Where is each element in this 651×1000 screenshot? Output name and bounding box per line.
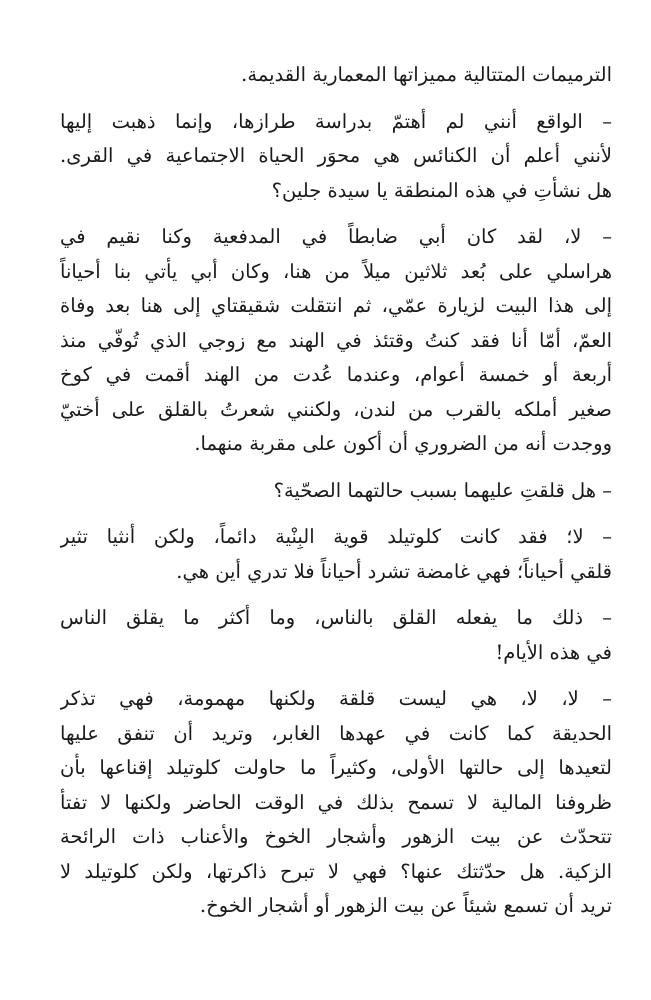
text-line: العمّ، أمّا أنا فقد كنتُ وقتئذ في الهند مع زوجي الذي تُوفّي منذ — [60, 328, 612, 352]
text-line: ظروفنا المالية لا تسمح بذلك في الوقت الحاضر ولكنها لا تفتأ — [60, 790, 612, 814]
text-line: – لا، لقد كان أبي ضابطاً في المدفعية وكنا نقيم في — [60, 225, 612, 248]
text-line: الحديقة كما كانت في عهدها الغابر، وتريد أن تنفق عليها — [60, 721, 612, 745]
text-line: أربعة أو خمسة أعوام، وعندما عُدت من الهند أقمت في كوخ — [60, 363, 612, 386]
text-line: هراسلي على بُعد ثلاثين ميلاً من هنا، وكان أبي يأتي بنا أحياناً — [60, 259, 612, 283]
paragraph — [60, 520, 612, 589]
paragraph — [60, 105, 612, 209]
paragraph — [60, 474, 612, 509]
paragraph — [60, 682, 612, 924]
text-line: تتحدّث عن بيت الزهور وأشجار الخوخ والأعناب ذات الرائحة — [60, 825, 612, 848]
text-line: ووجدت أنه من الضروري أن أكون على مقربة منهما. — [194, 432, 612, 455]
text-line: الترميمات المتتالية مميزاتها المعمارية القديمة. — [241, 63, 612, 86]
text-line: هل نشأتِ في هذه المنطقة يا سيدة جلين؟ — [271, 178, 612, 202]
text-line: – الواقع أنني لم أهتمّ بدراسة طرازها، وإنما ذهبت إليها — [60, 109, 612, 133]
text-line: لتعيدها إلى حالتها الأولى، وكثيراً ما حاولت كلوتيلد إقناعها بأن — [60, 756, 612, 779]
document-page — [60, 58, 612, 936]
text-line: في هذه الأيام! — [495, 640, 612, 664]
text-line: تريد أن تسمع شيئاً عن بيت الزهور أو أشجار الخوخ. — [199, 894, 612, 917]
text-line: – هل قلقتِ عليهما بسبب حالتهما الصحّية؟ — [273, 478, 612, 502]
text-line: لأنني أعلم أن الكنائس هي محوَر الحياة الاجتماعية في القرى. — [60, 144, 612, 167]
text-line: – ذلك ما يفعله القلق بالناس، وما أكثر ما يقلق الناس — [60, 606, 612, 629]
paragraph — [60, 220, 612, 462]
text-line: صغير أملكه بالقرب من لندن، ولكنني شعرتُ بالقلق على أختيّ — [60, 397, 612, 421]
text-line: قلقي أحياناً؛ فهي غامضة تشرد أحياناً فلا تدري أين هي. — [176, 559, 612, 583]
paragraph — [60, 601, 612, 670]
text-line: – لا؛ فقد كانت كلوتيلد قوية البِنْية دائماً، ولكن أنثيا تثير — [60, 525, 612, 548]
paragraph — [60, 58, 612, 93]
text-line: الزكية. هل حدّثتك عنها؟ فهي لا تبرح ذاكرتها، ولكن كلوتيلد لا — [60, 859, 612, 883]
text-line: إلى هذا البيت لزيارة عمّي، ثم انتقلت شقيقتاي إلى هنا بعد وفاة — [60, 294, 612, 317]
text-line: – لا، لا، هي ليست قلقة ولكنها مهمومة، فهي تذكر — [60, 687, 612, 710]
